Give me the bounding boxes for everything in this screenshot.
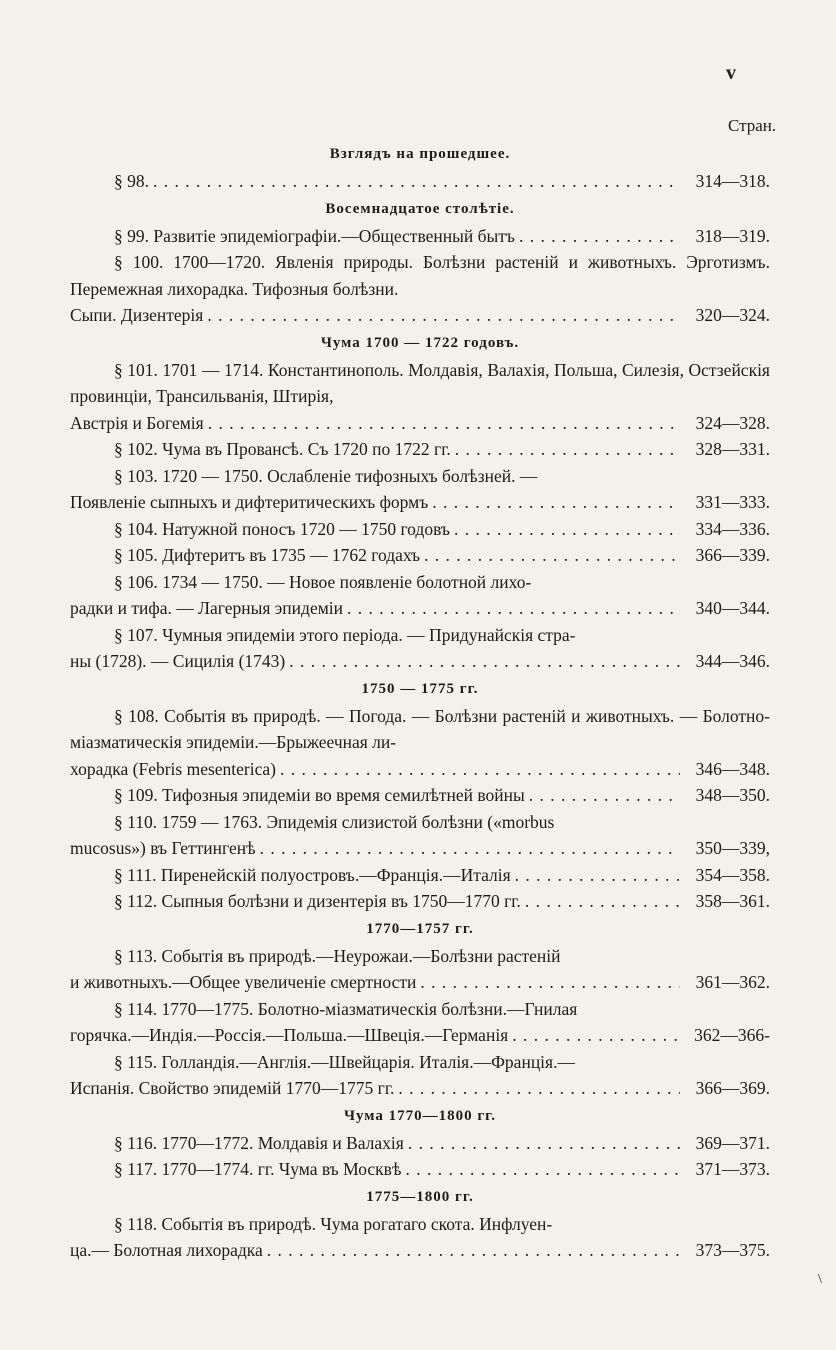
page-range: 328—331. [695,439,770,459]
toc-entry [70,249,770,329]
dot-leader [454,516,680,543]
page-range: 366—339. [695,545,770,565]
dot-leader [207,302,680,329]
dot-leader [405,1156,680,1183]
dot-leader [347,595,680,622]
toc-entry [70,436,770,463]
dot-leader [280,756,680,783]
toc-entry [70,1156,770,1183]
dot-leader [289,648,680,675]
page-range: 358—361. [695,891,770,911]
entry-last-line [70,862,770,889]
entry-last-line [70,782,770,809]
page-range: 334—336. [695,518,770,539]
entry-tail-text: § 111. Пиренейскій полуостровъ.—Франція.—Италія [114,864,511,885]
entry-tail-text: горячка.—Индія.—Россія.—Польша.—Швеція.—Германія [70,1025,509,1045]
page-range: 361—362. [695,972,770,992]
entry-last-line [70,595,770,622]
toc-entry [70,1211,770,1264]
entry-tail-text: § 112. Сыпныя болѣзни и дизентерія въ 1750—1770 гг. [114,891,521,911]
entry-text: § 101. 1701 — 1714. Константинополь. Молдавія, Валахія, Польша, Силезія, Остзейскія провинціи, Трансильванія, Штирія, [70,359,770,406]
section-heading: Чума 1770—1800 гг. [343,1107,497,1124]
toc-entry [70,782,770,809]
section-heading: 1750 — 1775 гг. [361,680,479,697]
toc-entry [70,888,770,915]
entry-last-line [70,302,770,329]
page-range: 324—328. [695,412,770,433]
toc-entry [70,168,770,195]
section-heading: 1775—1800 гг. [366,1188,474,1205]
entry-tail-text: Появленіе сыпныхъ и дифтеритическихъ формъ [70,492,429,512]
entry-tail-text: § 98. [114,171,149,191]
entry-text: § 118. Событія въ природѣ. Чума рогатаго скота. Инфлуен- [114,1213,553,1234]
entry-text: § 103. 1720 — 1750. Ослабленіе тифозныхъ болѣзней. — [114,465,538,486]
entry-text: § 114. 1770—1775. Болотно-міазматическія болѣзни.—Гнилая [114,998,578,1019]
dot-leader [529,782,680,809]
dot-leader [455,436,680,463]
entry-tail-text: ца.— Болотная лихорадка [70,1240,263,1260]
entry-tail-text: § 109. Тифозныя эпидеміи во время семилѣтней войны [114,785,525,805]
dot-leader [408,1130,680,1157]
dot-leader [260,835,680,862]
entry-tail-text: § 99. Развитіе эпидеміографіи.—Общественный бытъ [114,225,515,246]
page-range: 314—318. [695,171,770,191]
toc-entry [70,1130,770,1157]
toc-entry [70,463,770,516]
toc-entry [70,996,770,1049]
entry-last-line [70,168,770,195]
dot-leader [512,1022,680,1049]
entry-tail-text: радки и тифа. — Лагерныя эпидеміи [70,598,344,618]
section-heading: Восемнадцатое столѣтіе. [325,200,515,217]
page-range: 369—371. [695,1132,770,1153]
entry-last-line [70,436,770,463]
entry-last-line [70,969,770,996]
entry-last-line [70,1130,770,1157]
dot-leader [420,969,680,996]
entry-last-line [70,1075,770,1102]
entry-text: § 108. Событія въ природѣ. — Погода. — Болѣзни растеній и животныхъ. — Болотно-міазматическія эпидеміи.—Брыжеечная ли- [70,705,770,752]
entry-last-line [70,1022,770,1049]
entry-text: § 107. Чумныя эпидеміи этого періода. — Придунайскія стра- [114,624,576,645]
toc-entry [70,622,770,675]
entry-text: § 100. 1700—1720. Явленія природы. Болѣзни растеній и животныхъ. Эрготизмъ. Перемежная лихорадка. Тифозныя болѣзни. [70,252,770,299]
entry-tail-text: § 102. Чума въ Провансѣ. Съ 1720 по 1722 гг. [114,439,451,459]
entry-tail-text: § 116. 1770—1772. Молдавія и Валахія [114,1132,404,1153]
entry-last-line [70,410,770,437]
dot-leader [208,410,680,437]
entry-last-line [70,516,770,543]
page-range: 348—350. [695,785,770,805]
entry-tail-text: хорадка (Febris mesenterica) [70,758,276,779]
entry-last-line [70,888,770,915]
toc-entry [70,542,770,569]
page-column-label: Стран. [728,116,777,135]
page-range: 331—333. [695,492,770,512]
section-heading: Чума 1700 — 1722 годовъ. [320,334,520,351]
toc-entry [70,809,770,862]
entry-last-line [70,489,770,516]
corner-mark: \ [818,1272,822,1287]
entry-text: § 115. Голландія.—Англія.—Швейцарія. Италія.—Франція.— [114,1051,575,1072]
entry-tail-text: § 117. 1770—1774. гг. Чума въ Москвѣ [114,1159,402,1179]
page-range: 340—344. [695,598,770,618]
dot-leader [398,1075,680,1102]
page-range: 346—348. [695,758,770,779]
entry-tail-text: и животныхъ.—Общее увеличеніе смертности [70,972,417,992]
entry-last-line [70,835,770,862]
dot-leader [153,168,680,195]
entry-tail-text: Испанія. Свойство эпидемій 1770—1775 гг. [70,1078,395,1098]
toc-entry [70,516,770,543]
section-heading: Взглядъ на прошедшее. [329,146,511,162]
entry-tail-text: § 105. Дифтеритъ въ 1735 — 1762 годахъ [114,545,421,565]
entry-text: § 106. 1734 — 1750. — Новое появленіе болотной лихо- [114,571,532,592]
entry-text: § 113. Событія въ природѣ.—Неурожаи.—Болѣзни растеній [114,945,561,966]
page-number: v [726,62,736,84]
toc-entry [70,357,770,437]
entry-tail-text: § 104. Натужной поносъ 1720 — 1750 годовъ [114,518,450,539]
toc-entry [70,1049,770,1102]
dot-leader [432,489,680,516]
page-range: 350—339, [695,838,770,858]
entry-text: § 110. 1759 — 1763. Эпидемія слизистой болѣзни («morbus [114,811,555,832]
entry-last-line [70,756,770,783]
page-range: 362—366- [694,1025,770,1045]
page-range: 373—375. [695,1240,770,1260]
dot-leader [515,862,680,889]
dot-leader [267,1237,680,1264]
toc-entry [70,703,770,783]
page-range: 318—319. [695,225,770,246]
toc-entry [70,862,770,889]
toc-entry [70,223,770,250]
toc-entry [70,943,770,996]
entry-tail-text: Сыпи. Дизентерія [70,305,204,325]
entry-tail-text: ны (1728). — Сицилія (1743) [70,651,286,671]
page-range: 371—373. [695,1159,770,1179]
entry-last-line [70,648,770,675]
table-of-contents [70,140,770,1264]
toc-entry [70,569,770,622]
page-range: 320—324. [695,305,770,325]
entry-tail-text: Австрія и Богемія [70,412,204,433]
page-range: 344—346. [695,651,770,671]
section-heading: 1770—1757 гг. [366,920,474,937]
page-range: 366—369. [695,1078,770,1098]
page-range: 354—358. [695,864,770,885]
dot-leader [525,888,680,915]
entry-last-line [70,1237,770,1264]
dot-leader [519,223,680,250]
entry-last-line [70,223,770,250]
entry-tail-text: mucosus») въ Геттингенѣ [70,838,256,858]
entry-last-line [70,542,770,569]
entry-last-line [70,1156,770,1183]
dot-leader [424,542,680,569]
